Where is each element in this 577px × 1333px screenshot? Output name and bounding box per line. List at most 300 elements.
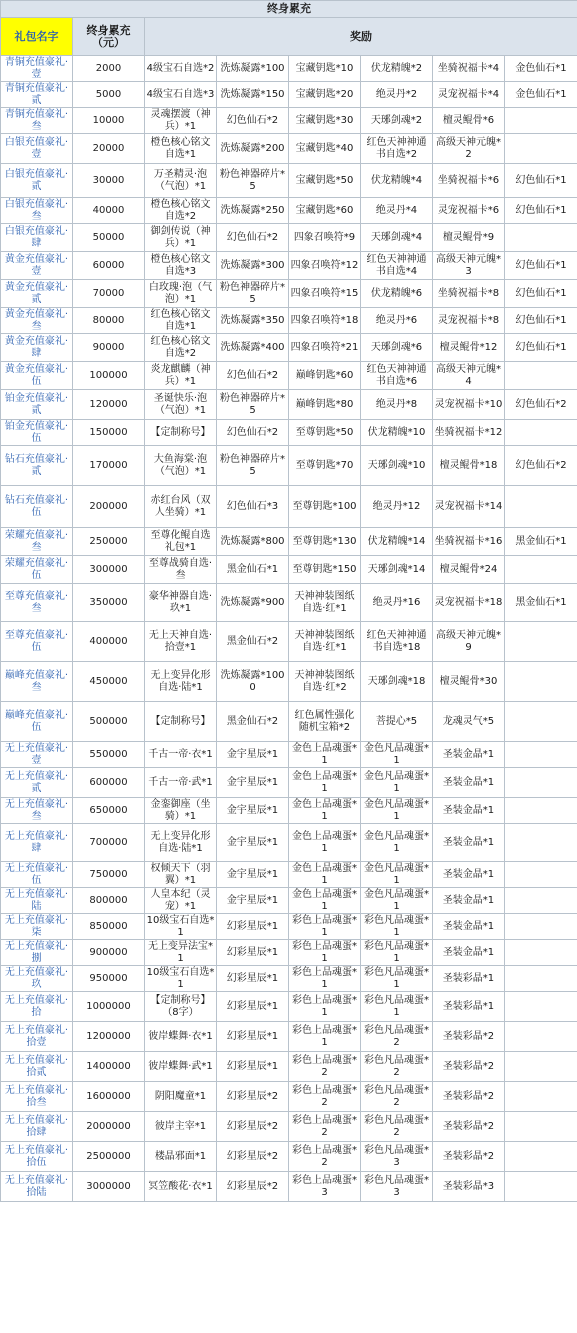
amount-cell: 5000 [73,82,145,108]
amount-cell: 100000 [73,362,145,390]
table-row [1,798,577,824]
reward-cell: 洗炼凝露*100 [217,56,289,82]
reward-cell [505,622,577,662]
reward-cell: 高级天神元魄*3 [433,252,505,280]
reward-cell: 黑金仙石*1 [505,584,577,622]
reward-cell: 坐骑祝福卡*12 [433,420,505,446]
reward-cell: 红色天神神通书自选*4 [361,252,433,280]
gift-name-cell: 白银充值豪礼·肆 [1,224,73,252]
reward-cell: 4级宝石自选*3 [145,82,217,108]
reward-cell: 幻色仙石*2 [217,108,289,134]
table-row [1,486,577,528]
reward-cell: 10级宝石自选*1 [145,914,217,940]
table-row [1,914,577,940]
reward-cell [505,862,577,888]
gift-name-cell: 无上充值豪礼·拾 [1,992,73,1022]
reward-cell: 洗炼凝露*300 [217,252,289,280]
gift-name-cell: 白银充值豪礼·贰 [1,164,73,198]
reward-cell [505,134,577,164]
reward-cell: 幻彩星辰*1 [217,966,289,992]
reward-cell: 彩色凡品魂蛋*1 [361,966,433,992]
gift-name-cell: 无上充值豪礼·拾壹 [1,1022,73,1052]
reward-cell: 圣装彩晶*2 [433,1052,505,1082]
reward-cell: 圣装金晶*1 [433,940,505,966]
reward-cell: 檀灵鲲骨*9 [433,224,505,252]
amount-cell: 1600000 [73,1082,145,1112]
reward-cell: 金色仙石*1 [505,56,577,82]
amount-cell: 150000 [73,420,145,446]
reward-cell: 炎龙麒麟（神兵）*1 [145,362,217,390]
reward-cell: 幻色仙石*2 [505,446,577,486]
reward-cell: 绝灵丹*16 [361,584,433,622]
reward-cell: 无上变异法宝*1 [145,940,217,966]
reward-cell: 巅峰钥匙*80 [289,390,361,420]
table-row [1,1112,577,1142]
reward-cell [505,1022,577,1052]
reward-cell [505,702,577,742]
reward-cell: 金宇星辰*1 [217,798,289,824]
reward-cell: 幻彩星辰*1 [217,914,289,940]
reward-cell: 彩色上品魂蛋*2 [289,1052,361,1082]
reward-cell: 红色属性强化随机宝箱*2 [289,702,361,742]
reward-cell: 绝灵丹*8 [361,390,433,420]
reward-cell: 洗炼凝露*250 [217,198,289,224]
amount-cell: 10000 [73,108,145,134]
reward-cell: 天神神装图纸自选·红*1 [289,584,361,622]
reward-cell: 圣装金晶*1 [433,798,505,824]
amount-cell: 20000 [73,134,145,164]
reward-cell: 天琊剑魂*14 [361,556,433,584]
reward-cell: 圣装金晶*1 [433,824,505,862]
amount-cell: 1400000 [73,1052,145,1082]
reward-cell: 绝灵丹*12 [361,486,433,528]
reward-cell: 圣诞快乐·泡（气泡）*1 [145,390,217,420]
gift-name-cell: 黄金充值豪礼·肆 [1,334,73,362]
table-row [1,252,577,280]
table-row [1,702,577,742]
reward-cell: 橙色核心铭文自选*3 [145,252,217,280]
reward-cell: 权倾天下（羽翼）*1 [145,862,217,888]
amount-cell: 120000 [73,390,145,420]
reward-cell: 至尊钥匙*70 [289,446,361,486]
reward-cell: 圣装金晶*1 [433,888,505,914]
reward-cell: 【定制称号】（8字） [145,992,217,1022]
reward-cell: 金色凡品魂蛋*1 [361,888,433,914]
gift-name-cell: 巅峰充值豪礼·叁 [1,662,73,702]
table-row [1,1172,577,1202]
reward-cell: 四象召唤符*9 [289,224,361,252]
table-row [1,362,577,390]
reward-cell: 檀灵鲲骨*18 [433,446,505,486]
reward-cell: 高级天神元魄*2 [433,134,505,164]
reward-cell: 洗炼凝露*350 [217,308,289,334]
amount-cell: 400000 [73,622,145,662]
amount-cell: 170000 [73,446,145,486]
reward-cell: 灵宠祝福卡*14 [433,486,505,528]
reward-cell: 红色天神神通书自选*2 [361,134,433,164]
amount-cell: 60000 [73,252,145,280]
table-row [1,966,577,992]
reward-cell [505,798,577,824]
reward-cell: 彩色上品魂蛋*1 [289,1022,361,1052]
reward-cell: 圣装金晶*1 [433,914,505,940]
reward-cell: 坐骑祝福卡*8 [433,280,505,308]
reward-cell: 彩色凡品魂蛋*3 [361,1172,433,1202]
reward-cell: 宝藏钥匙*20 [289,82,361,108]
reward-cell: 赤红台风（双人坐骑）*1 [145,486,217,528]
amount-cell: 600000 [73,768,145,798]
reward-cell: 幻彩星辰*2 [217,1082,289,1112]
reward-cell: 巅峰钥匙*60 [289,362,361,390]
reward-cell: 【定制称号】 [145,702,217,742]
gift-name-cell: 无上充值豪礼·捌 [1,940,73,966]
reward-cell: 洗炼凝露*800 [217,528,289,556]
reward-cell: 幻彩星辰*1 [217,1052,289,1082]
reward-cell: 幻色仙石*1 [505,334,577,362]
reward-cell: 大鱼海棠·泡（气泡）*1 [145,446,217,486]
reward-cell: 金色凡品魂蛋*1 [361,768,433,798]
reward-cell: 灵宠祝福卡*4 [433,82,505,108]
reward-cell: 高级天神元魄*4 [433,362,505,390]
reward-cell [505,888,577,914]
reward-cell: 彩色上品魂蛋*1 [289,992,361,1022]
gift-name-cell: 无上充值豪礼·伍 [1,862,73,888]
reward-cell: 至尊钥匙*130 [289,528,361,556]
reward-cell: 彼岸主宰*1 [145,1112,217,1142]
reward-cell: 红色天神神通书自选*18 [361,622,433,662]
amount-cell: 350000 [73,584,145,622]
reward-cell: 圣装彩晶*2 [433,1142,505,1172]
reward-cell [505,1172,577,1202]
table-row [1,622,577,662]
reward-cell: 绝灵丹*4 [361,198,433,224]
reward-cell: 橙色核心铭文自选*2 [145,198,217,224]
gift-name-cell: 铂金充值豪礼·伍 [1,420,73,446]
reward-cell: 幻色仙石*2 [217,362,289,390]
reward-cell: 洗炼凝露*1000 [217,662,289,702]
reward-cell: 圣装彩晶*3 [433,1172,505,1202]
table-row [1,528,577,556]
gift-name-cell: 黄金充值豪礼·伍 [1,362,73,390]
table-row [1,556,577,584]
reward-cell: 圣装金晶*1 [433,768,505,798]
amount-cell: 950000 [73,966,145,992]
reward-cell: 菩提心*5 [361,702,433,742]
table-row [1,108,577,134]
reward-cell: 圣装彩晶*1 [433,992,505,1022]
reward-cell: 10级宝石自选*1 [145,966,217,992]
gift-name-cell: 无上充值豪礼·拾贰 [1,1052,73,1082]
reward-cell: 伏龙精魄*4 [361,164,433,198]
reward-cell: 金色上品魂蛋*1 [289,888,361,914]
table-row [1,1142,577,1172]
amount-cell: 200000 [73,486,145,528]
reward-cell [505,824,577,862]
table-row [1,992,577,1022]
table-row [1,662,577,702]
reward-cell: 金色上品魂蛋*1 [289,798,361,824]
reward-cell [505,420,577,446]
header-reward: 奖励 [145,18,577,56]
amount-cell: 750000 [73,862,145,888]
table-row [1,584,577,622]
amount-cell: 80000 [73,308,145,334]
amount-cell: 450000 [73,662,145,702]
reward-cell: 灵魂摆渡（神兵）*1 [145,108,217,134]
gift-name-cell: 青铜充值豪礼·贰 [1,82,73,108]
reward-cell: 彩色凡品魂蛋*1 [361,940,433,966]
table-row [1,1022,577,1052]
reward-cell: 金銮御座（坐骑）*1 [145,798,217,824]
table-row [1,56,577,82]
reward-cell: 檀灵鲲骨*24 [433,556,505,584]
reward-cell [505,914,577,940]
amount-cell: 500000 [73,702,145,742]
reward-cell: 千古一帝·武*1 [145,768,217,798]
gift-name-cell: 白银充值豪礼·壹 [1,134,73,164]
reward-cell: 高级天神元魄*9 [433,622,505,662]
reward-cell: 彩色上品魂蛋*2 [289,1082,361,1112]
table-row [1,334,577,362]
reward-cell [505,1112,577,1142]
table-row [1,446,577,486]
reward-cell: 幻色仙石*2 [217,420,289,446]
amount-cell: 550000 [73,742,145,768]
gift-name-cell: 青铜充值豪礼·叁 [1,108,73,134]
gift-name-cell: 无上充值豪礼·柒 [1,914,73,940]
reward-cell: 黑金仙石*1 [217,556,289,584]
reward-cell: 粉色神器碎片*5 [217,390,289,420]
amount-cell: 40000 [73,198,145,224]
amount-cell: 900000 [73,940,145,966]
reward-cell: 彩色上品魂蛋*2 [289,1142,361,1172]
amount-cell: 300000 [73,556,145,584]
reward-cell: 幻彩星辰*1 [217,992,289,1022]
reward-cell: 无上天神自选·拾壹*1 [145,622,217,662]
reward-cell: 伏龙精魄*14 [361,528,433,556]
reward-cell: 金色凡品魂蛋*1 [361,798,433,824]
amount-cell: 50000 [73,224,145,252]
reward-cell: 幻色仙石*1 [505,198,577,224]
reward-cell: 金宇星辰*1 [217,888,289,914]
gift-name-cell: 至尊充值豪礼·伍 [1,622,73,662]
reward-cell: 天琊剑魂*18 [361,662,433,702]
reward-cell: 伏龙精魄*6 [361,280,433,308]
reward-cell: 金色凡品魂蛋*1 [361,862,433,888]
table-row [1,1082,577,1112]
amount-cell: 2000 [73,56,145,82]
reward-cell: 幻色仙石*2 [505,390,577,420]
reward-cell [505,742,577,768]
reward-cell: 冥笠酸花·衣*1 [145,1172,217,1202]
amount-cell: 30000 [73,164,145,198]
reward-cell: 幻彩星辰*1 [217,940,289,966]
gift-name-cell: 至尊充值豪礼·叁 [1,584,73,622]
table-row [1,940,577,966]
reward-cell: 洗炼凝露*900 [217,584,289,622]
reward-cell: 檀灵鲲骨*12 [433,334,505,362]
table-row [1,390,577,420]
table-row [1,308,577,334]
gift-name-cell: 无上充值豪礼·贰 [1,768,73,798]
reward-cell: 洗炼凝露*400 [217,334,289,362]
reward-cell: 御剑传说（神兵）*1 [145,224,217,252]
reward-cell: 灵宠祝福卡*6 [433,198,505,224]
amount-cell: 2000000 [73,1112,145,1142]
gift-name-cell: 铂金充值豪礼·贰 [1,390,73,420]
reward-cell: 宝藏钥匙*60 [289,198,361,224]
gift-name-cell: 无上充值豪礼·肆 [1,824,73,862]
reward-cell: 金色凡品魂蛋*1 [361,742,433,768]
reward-cell: 四象召唤符*18 [289,308,361,334]
reward-cell: 黑金仙石*2 [217,622,289,662]
reward-cell: 金色上品魂蛋*1 [289,862,361,888]
gift-name-cell: 无上充值豪礼·拾伍 [1,1142,73,1172]
reward-cell: 至尊战骑自选·叁 [145,556,217,584]
table-row [1,82,577,108]
table-row [1,862,577,888]
table-row [1,1052,577,1082]
reward-cell: 金色仙石*1 [505,82,577,108]
reward-cell: 金色凡品魂蛋*1 [361,824,433,862]
reward-cell: 圣装彩晶*2 [433,1082,505,1112]
reward-cell: 宝藏钥匙*40 [289,134,361,164]
amount-cell: 650000 [73,798,145,824]
table-title: 终身累充 [1,1,577,18]
table-row [1,742,577,768]
reward-cell: 天琊剑魂*2 [361,108,433,134]
reward-cell: 无上变异化形自选·陆*1 [145,662,217,702]
amount-cell: 800000 [73,888,145,914]
gift-name-cell: 无上充值豪礼·陆 [1,888,73,914]
reward-cell: 粉色神器碎片*5 [217,280,289,308]
gift-name-cell: 无上充值豪礼·拾叁 [1,1082,73,1112]
table-row [1,164,577,198]
reward-cell: 彼岸蝶舞·衣*1 [145,1022,217,1052]
reward-cell: 宝藏钥匙*50 [289,164,361,198]
reward-cell: 幻色仙石*3 [217,486,289,528]
reward-cell: 金色上品魂蛋*1 [289,768,361,798]
header-gift-name: 礼包名字 [1,18,73,56]
reward-cell: 洗炼凝露*200 [217,134,289,164]
reward-cell: 绝灵丹*2 [361,82,433,108]
reward-cell: 伏龙精魄*10 [361,420,433,446]
reward-cell: 4级宝石自选*2 [145,56,217,82]
reward-cell [505,224,577,252]
reward-cell: 四象召唤符*12 [289,252,361,280]
gift-name-cell: 钻石充值豪礼·伍 [1,486,73,528]
amount-cell: 250000 [73,528,145,556]
reward-cell: 天琊剑魂*10 [361,446,433,486]
reward-cell: 彩色上品魂蛋*2 [289,1112,361,1142]
reward-cell: 伏龙精魄*2 [361,56,433,82]
reward-cell: 金色上品魂蛋*1 [289,824,361,862]
reward-cell: 幻色仙石*1 [505,308,577,334]
reward-cell: 彩色凡品魂蛋*1 [361,992,433,1022]
reward-cell [505,768,577,798]
gift-name-cell: 无上充值豪礼·拾陆 [1,1172,73,1202]
reward-cell [505,108,577,134]
reward-cell: 至尊钥匙*50 [289,420,361,446]
reward-cell: 彩色凡品魂蛋*2 [361,1022,433,1052]
reward-cell: 灵宠祝福卡*18 [433,584,505,622]
gift-name-cell: 无上充值豪礼·壹 [1,742,73,768]
table-row [1,420,577,446]
amount-cell: 90000 [73,334,145,362]
amount-cell: 2500000 [73,1142,145,1172]
reward-cell: 彩色上品魂蛋*1 [289,914,361,940]
reward-cell: 幻彩星辰*2 [217,1142,289,1172]
reward-cell [505,556,577,584]
reward-cell: 幻色仙石*1 [505,252,577,280]
reward-cell: 金色上品魂蛋*1 [289,742,361,768]
reward-cell [505,966,577,992]
reward-cell: 天琊剑魂*6 [361,334,433,362]
amount-cell: 1000000 [73,992,145,1022]
table-body [1,56,577,1202]
gift-name-cell: 黄金充值豪礼·叁 [1,308,73,334]
reward-cell: 彩色上品魂蛋*3 [289,1172,361,1202]
reward-cell: 金宇星辰*1 [217,742,289,768]
reward-cell: 楼晶邪面*1 [145,1142,217,1172]
reward-cell: 幻色仙石*1 [505,280,577,308]
reward-cell: 万圣精灵·泡（气泡）*1 [145,164,217,198]
reward-cell: 圣装金晶*1 [433,862,505,888]
table-row [1,888,577,914]
reward-cell: 四象召唤符*15 [289,280,361,308]
reward-cell: 彩色凡品魂蛋*2 [361,1052,433,1082]
reward-cell: 圣装彩晶*1 [433,966,505,992]
gift-name-cell: 巅峰充值豪礼·伍 [1,702,73,742]
table-row [1,824,577,862]
reward-cell: 金宇星辰*1 [217,768,289,798]
reward-cell: 红色核心铭文自选*2 [145,334,217,362]
reward-cell: 檀灵鲲骨*30 [433,662,505,702]
reward-cell: 【定制称号】 [145,420,217,446]
reward-cell: 至尊钥匙*150 [289,556,361,584]
reward-cell: 千古一帝·衣*1 [145,742,217,768]
reward-cell [505,486,577,528]
reward-cell: 幻色仙石*2 [217,224,289,252]
reward-cell: 洗炼凝露*150 [217,82,289,108]
reward-cell: 天琊剑魂*4 [361,224,433,252]
reward-cell: 灵宠祝福卡*10 [433,390,505,420]
reward-cell: 坐骑祝福卡*16 [433,528,505,556]
reward-cell: 红色核心铭文自选*1 [145,308,217,334]
reward-cell [505,940,577,966]
reward-cell: 橙色核心铭文自选*1 [145,134,217,164]
reward-cell: 黑金仙石*2 [217,702,289,742]
gift-name-cell: 无上充值豪礼·拾肆 [1,1112,73,1142]
reward-cell: 红色天神神通书自选*6 [361,362,433,390]
reward-cell: 宝藏钥匙*30 [289,108,361,134]
reward-cell: 天神神装图纸自选·红*1 [289,622,361,662]
reward-cell: 彼岸蝶舞·武*1 [145,1052,217,1082]
reward-cell: 彩色凡品魂蛋*3 [361,1142,433,1172]
reward-cell: 灵宠祝福卡*8 [433,308,505,334]
reward-cell: 金宇星辰*1 [217,824,289,862]
gift-name-cell: 无上充值豪礼·玖 [1,966,73,992]
gift-name-cell: 钻石充值豪礼·贰 [1,446,73,486]
reward-cell: 幻彩星辰*2 [217,1112,289,1142]
amount-cell: 1200000 [73,1022,145,1052]
gift-name-cell: 无上充值豪礼·叁 [1,798,73,824]
reward-cell [505,662,577,702]
reward-cell: 坐骑祝福卡*4 [433,56,505,82]
reward-cell: 彩色上品魂蛋*1 [289,966,361,992]
table-row [1,280,577,308]
reward-cell: 宝藏钥匙*10 [289,56,361,82]
